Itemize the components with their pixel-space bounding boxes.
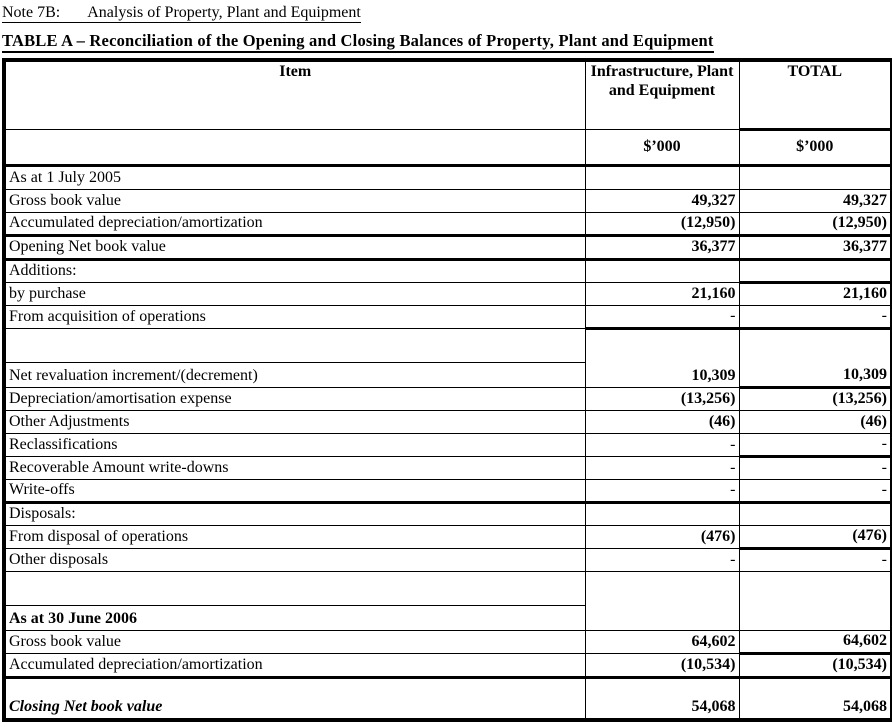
total-value: - [739, 457, 892, 480]
item-label: Write-offs [4, 480, 585, 503]
spacer-row [4, 329, 892, 363]
table-row [4, 503, 892, 526]
item-label: Other Adjustments [4, 411, 585, 434]
item-label [4, 329, 585, 363]
infra-value: 36,377 [585, 236, 739, 260]
total-value [739, 503, 892, 526]
total-value: (10,534) [739, 654, 892, 678]
item-label [4, 572, 585, 606]
table-row [4, 678, 892, 720]
infra-value [585, 166, 739, 190]
total-value: 64,602 [739, 631, 892, 654]
infra-value: - [585, 549, 739, 572]
total-value: - [739, 549, 892, 572]
unit-cell-item [4, 130, 585, 166]
infra-value: (46) [585, 411, 739, 434]
total-value [739, 572, 892, 631]
item-label: From acquisition of operations [4, 306, 585, 329]
item-label: Depreciation/amortisation expense [4, 388, 585, 411]
item-label: Recoverable Amount write-downs [4, 457, 585, 480]
item-label: Disposals: [4, 503, 585, 526]
table-row [4, 190, 892, 213]
infra-value: (10,534) [585, 654, 739, 678]
column-header-total: TOTAL [739, 60, 892, 130]
item-label: Accumulated depreciation/amortization [4, 213, 585, 236]
table-row [4, 654, 892, 678]
note-title: Analysis of Property, Plant and Equipment [87, 4, 361, 21]
infra-value: 49,327 [585, 190, 739, 213]
table-row [4, 631, 892, 654]
total-value: - [739, 480, 892, 503]
infra-value [585, 572, 739, 631]
note-heading-underline [2, 4, 361, 23]
unit-cell-total: $’000 [739, 130, 892, 166]
item-label: Reclassifications [4, 434, 585, 457]
header-row [4, 60, 892, 130]
table-row [4, 260, 892, 283]
infra-value: - [585, 457, 739, 480]
table-row [4, 411, 892, 434]
table-title: TABLE A – Reconciliation of the Opening and Closing Balances of Property, Plant and Equipment [2, 31, 714, 53]
table-row [4, 480, 892, 503]
unit-cell-infrastructure: $’000 [585, 130, 739, 166]
table-row [4, 434, 892, 457]
item-label: From disposal of operations [4, 526, 585, 549]
infra-value: (12,950) [585, 213, 739, 236]
table-row [4, 388, 892, 411]
infra-value: 54,068 [585, 678, 739, 720]
total-value [739, 166, 892, 190]
item-label: Accumulated depreciation/amortization [4, 654, 585, 678]
total-value: 49,327 [739, 190, 892, 213]
table-row [4, 213, 892, 236]
infra-value: 10,309 [585, 329, 739, 388]
total-value: - [739, 306, 892, 329]
table-row [4, 283, 892, 306]
item-label: Other disposals [4, 549, 585, 572]
infra-value [585, 260, 739, 283]
total-value: 54,068 [739, 678, 892, 720]
total-value: (46) [739, 411, 892, 434]
item-label: Gross book value [4, 190, 585, 213]
note-heading [2, 3, 890, 23]
item-label: As at 30 June 2006 [4, 606, 585, 631]
spacer-row [4, 572, 892, 606]
total-value: (12,950) [739, 213, 892, 236]
table-row [4, 236, 892, 260]
infra-value: - [585, 306, 739, 329]
total-value [739, 260, 892, 283]
infra-value [585, 503, 739, 526]
table-row [4, 526, 892, 549]
item-label: Closing Net book value [4, 678, 585, 720]
infra-value: (476) [585, 526, 739, 549]
note-label: Note 7B: [2, 4, 61, 21]
table-row [4, 306, 892, 329]
item-label: by purchase [4, 283, 585, 306]
column-header-infrastructure: Infrastructure, Plant and Equipment [585, 60, 739, 130]
table-row [4, 549, 892, 572]
total-value: 10,309 [739, 329, 892, 388]
total-value: - [739, 434, 892, 457]
table-body [4, 166, 892, 720]
total-value: 21,160 [739, 283, 892, 306]
total-value: (476) [739, 526, 892, 549]
infra-value: 21,160 [585, 283, 739, 306]
total-value: 36,377 [739, 236, 892, 260]
table-row [4, 457, 892, 480]
ppe-reconciliation-table [2, 58, 892, 722]
item-label: Gross book value [4, 631, 585, 654]
column-header-item: Item [4, 60, 585, 130]
infra-value: - [585, 434, 739, 457]
infra-value: (13,256) [585, 388, 739, 411]
table-row [4, 166, 892, 190]
table-title-line [2, 30, 890, 51]
item-label: Net revaluation increment/(decrement) [4, 363, 585, 388]
unit-row [4, 130, 892, 166]
infra-value: - [585, 480, 739, 503]
item-label: As at 1 July 2005 [4, 166, 585, 190]
item-label: Additions: [4, 260, 585, 283]
item-label: Opening Net book value [4, 236, 585, 260]
total-value: (13,256) [739, 388, 892, 411]
infra-value: 64,602 [585, 631, 739, 654]
